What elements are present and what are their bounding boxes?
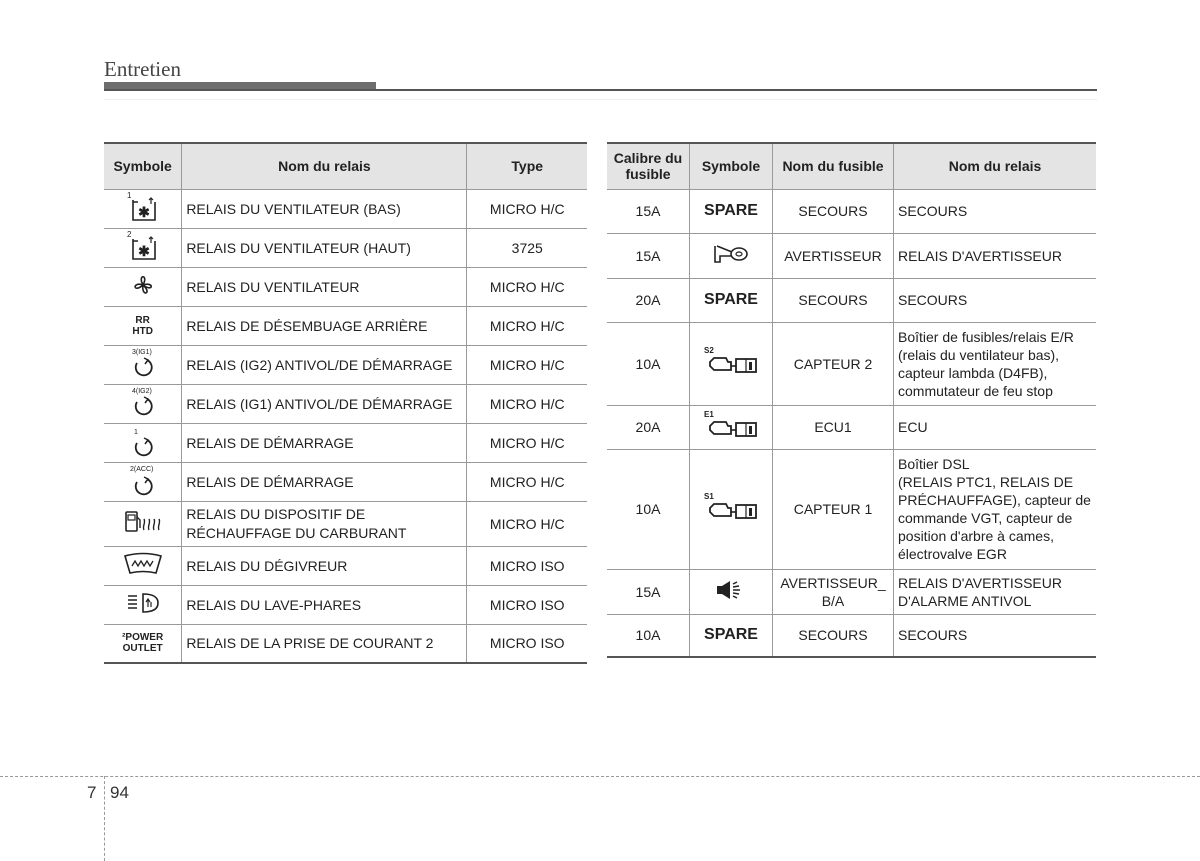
relay-type-cell: 3725 bbox=[467, 228, 587, 267]
relay-name-cell: RELAIS DU VENTILATEUR (BAS) bbox=[182, 189, 467, 228]
relay-table bbox=[104, 142, 587, 664]
relay-type-cell: MICRO H/C bbox=[467, 345, 587, 384]
relay-type-cell: MICRO ISO bbox=[467, 585, 587, 624]
symbol-cell bbox=[104, 384, 182, 423]
spare-label: SPARE bbox=[704, 202, 758, 219]
relay-name-cell: ECU bbox=[894, 405, 1097, 449]
alarm-horn-icon bbox=[713, 576, 749, 604]
symbol-cell bbox=[104, 585, 182, 624]
symbol-cell bbox=[104, 345, 182, 384]
table-row bbox=[607, 614, 1096, 657]
relay-name-cell: RELAIS DU DISPOSITIF DE RÉCHAUFFAGE DU CARBURANT bbox=[182, 501, 467, 546]
col-header-fuse-name: Nom du fusible bbox=[773, 143, 894, 189]
rear-heater-label: RR HTD bbox=[132, 314, 153, 337]
relay-type-cell: MICRO H/C bbox=[467, 462, 587, 501]
symbol-cell bbox=[104, 546, 182, 585]
relay-name-cell: Boîtier de fusibles/relais E/R (relais du ventilateur bas), capteur lambda (D4FB), commutateur de feu stop bbox=[894, 322, 1097, 405]
table-row bbox=[607, 233, 1096, 278]
table-row bbox=[104, 501, 587, 546]
fuse-name-cell: CAPTEUR 1 bbox=[773, 449, 894, 569]
table-row bbox=[104, 189, 587, 228]
fuel-heater-icon bbox=[123, 508, 163, 536]
symbol-superscript: 2 bbox=[126, 230, 132, 239]
defroster-icon bbox=[122, 552, 164, 576]
power-outlet-label: ²POWER OUTLET bbox=[122, 632, 164, 655]
chapter-number: 7 bbox=[87, 783, 97, 802]
symbol-cell bbox=[690, 233, 773, 278]
table-row bbox=[607, 278, 1096, 322]
table-row bbox=[607, 189, 1096, 233]
symbol-cell bbox=[690, 569, 773, 614]
footer-dashed-rule bbox=[0, 776, 1200, 777]
rating-cell: 15A bbox=[607, 233, 690, 278]
headlamp-washer-icon bbox=[125, 590, 161, 616]
relay-name-cell: RELAIS DU DÉGIVREUR bbox=[182, 546, 467, 585]
relay-type-cell: MICRO H/C bbox=[467, 423, 587, 462]
symbol-cell bbox=[104, 423, 182, 462]
relay-name-cell: RELAIS DE DÉMARRAGE bbox=[182, 423, 467, 462]
engine-sensor-icon bbox=[700, 408, 762, 444]
symbol-cell bbox=[690, 614, 773, 657]
symbol-superscript: S1 bbox=[704, 491, 714, 501]
relay-name-cell: RELAIS (IG2) ANTIVOL/DE DÉMARRAGE bbox=[182, 345, 467, 384]
header-faint-rule bbox=[104, 99, 1097, 100]
table-row bbox=[607, 569, 1096, 614]
symbol-cell bbox=[690, 322, 773, 405]
relay-name-cell: RELAIS DE DÉMARRAGE bbox=[182, 462, 467, 501]
ignition-icon bbox=[126, 385, 160, 419]
table-row bbox=[104, 384, 587, 423]
symbol-cell bbox=[690, 405, 773, 449]
symbol-superscript: 4(IG2) bbox=[131, 388, 152, 395]
table-row bbox=[104, 546, 587, 585]
relay-type-cell: MICRO H/C bbox=[467, 267, 587, 306]
fan-icon bbox=[129, 272, 157, 298]
symbol-cell bbox=[690, 278, 773, 322]
relay-type-cell: MICRO H/C bbox=[467, 501, 587, 546]
symbol-cell bbox=[690, 449, 773, 569]
relay-type-cell: MICRO ISO bbox=[467, 624, 587, 663]
ignition-icon bbox=[126, 346, 160, 380]
symbol-cell bbox=[104, 189, 182, 228]
symbol-superscript: S2 bbox=[704, 346, 714, 355]
engine-sensor-icon bbox=[700, 490, 762, 526]
relay-name-cell: RELAIS DU LAVE-PHARES bbox=[182, 585, 467, 624]
symbol-cell bbox=[104, 267, 182, 306]
rating-cell: 15A bbox=[607, 569, 690, 614]
spare-label: SPARE bbox=[704, 291, 758, 308]
relay-name-cell: RELAIS DU VENTILATEUR (HAUT) bbox=[182, 228, 467, 267]
symbol-superscript: 3(IG1) bbox=[131, 349, 152, 356]
relay-name-cell: RELAIS DE DÉSEMBUAGE ARRIÈRE bbox=[182, 306, 467, 345]
relay-table-header bbox=[104, 143, 587, 189]
symbol-superscript: 1 bbox=[133, 429, 138, 436]
fan-relay-icon bbox=[125, 190, 161, 224]
spare-label: SPARE bbox=[704, 626, 758, 644]
table-row bbox=[104, 306, 587, 345]
fuse-name-cell: AVERTISSEUR_ B/A bbox=[773, 569, 894, 614]
symbol-superscript: 2(ACC) bbox=[129, 466, 153, 473]
relay-name-cell: RELAIS D'AVERTISSEUR D'ALARME ANTIVOL bbox=[894, 569, 1097, 614]
table-row bbox=[104, 585, 587, 624]
table-row bbox=[104, 267, 587, 306]
relay-type-cell: MICRO H/C bbox=[467, 384, 587, 423]
fuse-name-cell: CAPTEUR 2 bbox=[773, 322, 894, 405]
col-header-symbol: Symbole bbox=[690, 143, 773, 189]
relay-name-cell: SECOURS bbox=[894, 278, 1097, 322]
fuse-name-cell: SECOURS bbox=[773, 189, 894, 233]
rating-cell: 20A bbox=[607, 278, 690, 322]
relay-type-cell: MICRO H/C bbox=[467, 306, 587, 345]
relay-name-cell: RELAIS D'AVERTISSEUR bbox=[894, 233, 1097, 278]
table-row bbox=[104, 228, 587, 267]
fuse-table-header bbox=[607, 143, 1096, 189]
table-row bbox=[104, 345, 587, 384]
rating-cell: 10A bbox=[607, 322, 690, 405]
relay-name-cell: SECOURS bbox=[894, 189, 1097, 233]
relay-name-cell: RELAIS DU VENTILATEUR bbox=[182, 267, 467, 306]
symbol-cell bbox=[104, 501, 182, 546]
relay-type-cell: MICRO H/C bbox=[467, 189, 587, 228]
svg-text:✱: ✱ bbox=[137, 204, 150, 220]
symbol-cell bbox=[104, 228, 182, 267]
acc-icon bbox=[126, 463, 160, 497]
fan-relay-icon bbox=[125, 229, 161, 263]
symbol-cell bbox=[690, 189, 773, 233]
header-rule bbox=[104, 89, 1097, 91]
symbol-superscript: E1 bbox=[704, 409, 714, 419]
fuse-name-cell: SECOURS bbox=[773, 614, 894, 657]
fuse-name-cell: ECU1 bbox=[773, 405, 894, 449]
col-header-relay-name: Nom du relais bbox=[894, 143, 1097, 189]
fuse-name-cell: SECOURS bbox=[773, 278, 894, 322]
rating-cell: 20A bbox=[607, 405, 690, 449]
relay-type-cell: MICRO ISO bbox=[467, 546, 587, 585]
symbol-superscript: 1 bbox=[126, 191, 132, 200]
relay-name-cell: Boîtier DSL (RELAIS PTC1, RELAIS DE PRÉCHAUFFAGE), capteur de commande VGT, capteur de position d'arbre à cames, électrovalve EGR bbox=[894, 449, 1097, 569]
relay-name-cell: SECOURS bbox=[894, 614, 1097, 657]
page-header-title: Entretien bbox=[104, 57, 181, 81]
fuse-table bbox=[607, 142, 1096, 658]
rating-cell: 10A bbox=[607, 614, 690, 657]
symbol-cell bbox=[104, 306, 182, 345]
page-number: 94 bbox=[110, 783, 129, 802]
rating-cell: 15A bbox=[607, 189, 690, 233]
col-header-type: Type bbox=[467, 143, 587, 189]
relay-name-cell: RELAIS (IG1) ANTIVOL/DE DÉMARRAGE bbox=[182, 384, 467, 423]
symbol-cell bbox=[104, 462, 182, 501]
col-header-relay-name: Nom du relais bbox=[182, 143, 467, 189]
start-icon bbox=[126, 424, 160, 458]
footer-dashed-divider bbox=[104, 776, 105, 861]
table-row bbox=[607, 405, 1096, 449]
table-row bbox=[104, 462, 587, 501]
fuse-name-cell: AVERTISSEUR bbox=[773, 233, 894, 278]
col-header-rating: Calibre du fusible bbox=[607, 143, 690, 189]
symbol-cell bbox=[104, 624, 182, 663]
table-row bbox=[104, 624, 587, 663]
table-row bbox=[607, 322, 1096, 405]
engine-sensor-icon bbox=[700, 344, 762, 380]
table-row bbox=[104, 423, 587, 462]
svg-text:✱: ✱ bbox=[137, 243, 150, 259]
col-header-symbol: Symbole bbox=[104, 143, 182, 189]
relay-name-cell: RELAIS DE LA PRISE DE COURANT 2 bbox=[182, 624, 467, 663]
table-row bbox=[607, 449, 1096, 569]
rating-cell: 10A bbox=[607, 449, 690, 569]
horn-icon bbox=[712, 242, 750, 266]
